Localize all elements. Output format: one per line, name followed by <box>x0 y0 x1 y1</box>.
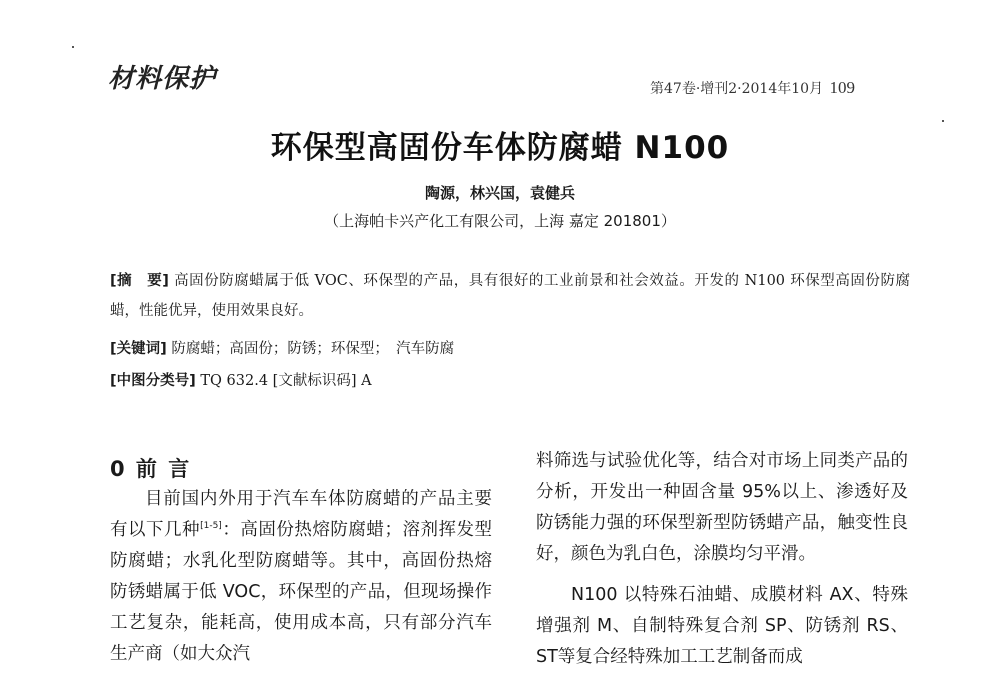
body-column-right <box>536 446 908 673</box>
journal-logo: 材料保护 <box>108 64 217 94</box>
paragraph-text: 目前国内外用于汽车车体防腐蜡的产品主要有以下几种 <box>110 489 492 540</box>
abstract-text: 高固份防腐蜡属于低 VOC、环保型的产品，具有很好的工业前景和社会效益。开发的 N100 环保型高固份防腐蜡，性能优异，使用效果良好。 <box>110 273 910 319</box>
scan-speck <box>72 46 74 48</box>
classification-label: [中图分类号] <box>110 373 196 389</box>
classification <box>110 366 910 396</box>
paragraph: 料筛选与试验优化等，结合对市场上同类产品的分析，开发出一种固含量 95%以上、渗透好及防锈能力强的环保型新型防锈蜡产品，触变性良好，颜色为乳白色，涂膜均匀平滑。 <box>536 451 908 564</box>
page-number: 109 <box>829 78 856 97</box>
issue-info <box>650 78 855 98</box>
abstract-label: [摘 要] <box>110 273 169 289</box>
article-title: 环保型高固份车体防腐蜡 N100 <box>270 130 730 166</box>
keywords-label: [关键词] <box>110 341 167 357</box>
body-column-left <box>110 484 492 670</box>
keywords <box>110 334 910 364</box>
article-authors: 陶源，林兴国，袁健兵 <box>424 184 575 202</box>
keywords-text: 防腐蜡；高固份；防锈；环保型； 汽车防腐 <box>171 341 455 357</box>
issue-volume-date: 第47卷·增刊2·2014年10月 <box>650 81 824 97</box>
paragraph <box>110 484 492 670</box>
paragraph: N100 以特殊石油蜡、成膜材料 AX、特殊增强剂 M、自制特殊复合剂 SP、防锈剂 RS、ST等复合经特殊加工工艺制备而成 <box>536 585 908 667</box>
article-affiliation: （上海帕卡兴产化工有限公司，上海 嘉定 201801） <box>324 212 676 230</box>
section-heading: 0 前 言 <box>110 457 192 481</box>
classification-text: TQ 632.4 [文献标识码] A <box>200 373 372 389</box>
citation-ref: [1-5] <box>200 521 222 532</box>
paragraph-text: ：高固份热熔防腐蜡；溶剂挥发型防腐蜡；水乳化型防腐蜡等。其中，高固份热熔防锈蜡属于低 VOC，环保型的产品，但现场操作工艺复杂，能耗高，使用成本高，只有部分汽车生产商（如大众汽 <box>110 520 493 664</box>
abstract <box>110 266 910 326</box>
